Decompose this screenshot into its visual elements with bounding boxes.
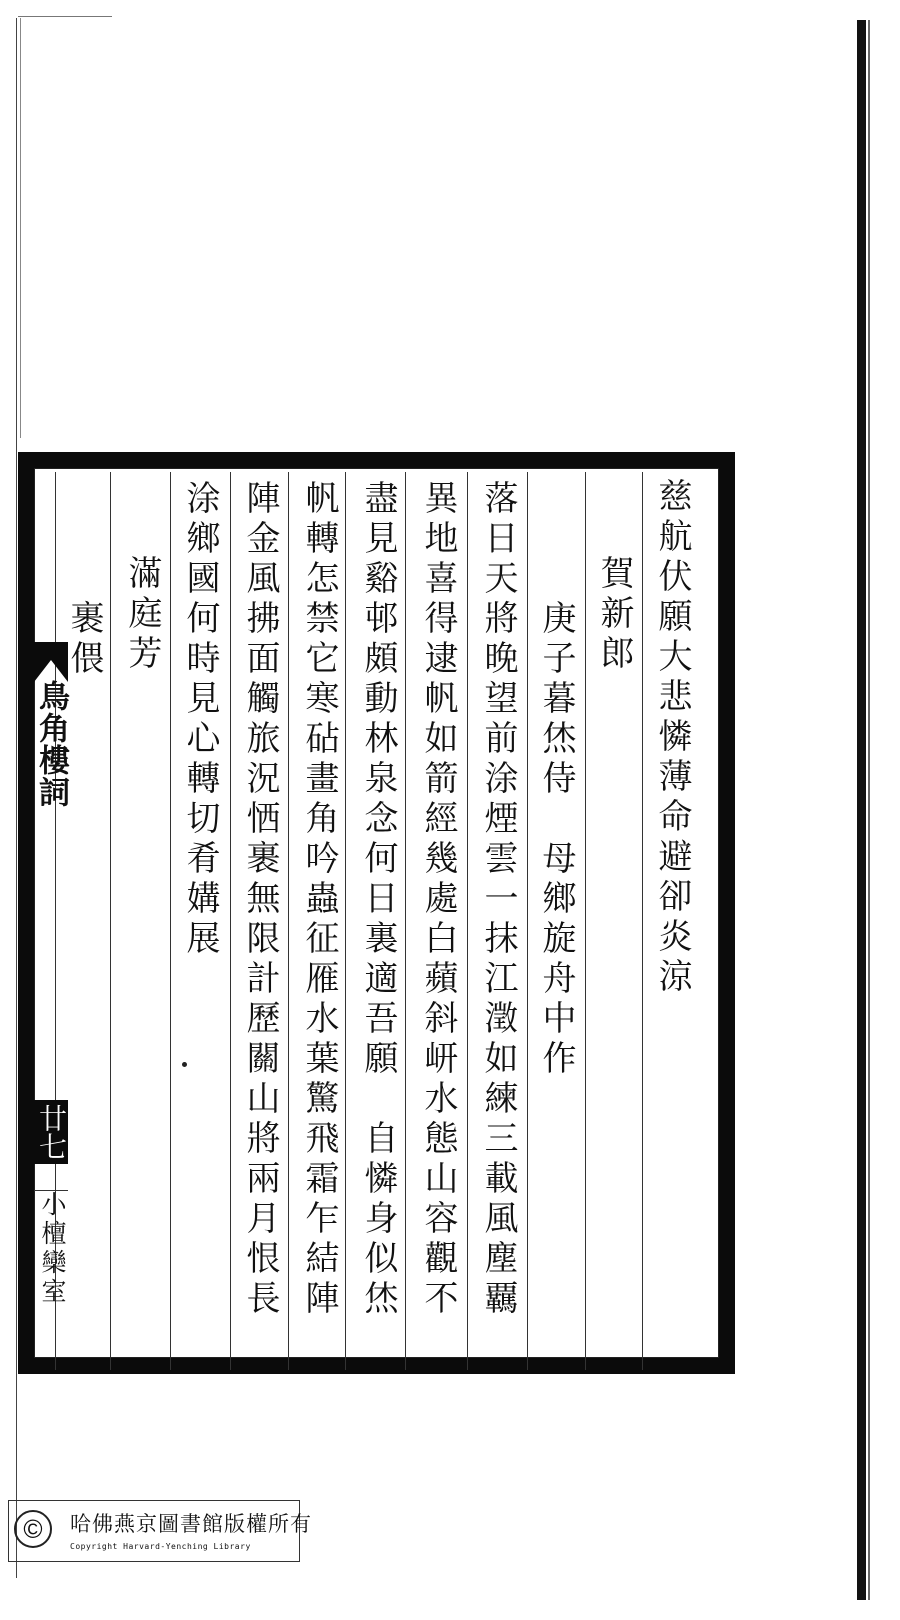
page-edge-left-inner bbox=[20, 18, 21, 438]
column-rule bbox=[230, 472, 231, 1370]
copyright-text-chinese: 哈佛燕京圖書館版權所有 bbox=[70, 1512, 312, 1536]
copyright-icon: © bbox=[14, 1510, 52, 1548]
text-column-9: 涂鄉國何時見心轉切肴媾展 bbox=[180, 480, 220, 960]
text-column-4: 落日天將晚望前涂煙雲一抹江澂如練三載風塵覊 bbox=[478, 480, 518, 1320]
column-rule bbox=[467, 472, 468, 1370]
text-column-1: 慈航伏願大悲憐薄命避卻炎涼 bbox=[652, 478, 692, 998]
studio-name: 小檀欒室 bbox=[34, 1190, 68, 1366]
text-column-10-title: 滿庭芳 bbox=[122, 555, 162, 675]
page-edge-right bbox=[857, 20, 866, 1600]
text-column-7: 帆轉怎禁它寒砧畫角吟蟲征雁水葉驚飛霜乍結陣 bbox=[299, 480, 339, 1320]
page-edge-right-shadow bbox=[868, 20, 870, 1600]
text-column-8: 陣金風拂面觸旅況恓裹無限計歷關山將兩月恨長 bbox=[240, 480, 280, 1320]
page-edge-left bbox=[16, 18, 17, 1578]
page-top-rule bbox=[18, 16, 112, 17]
banxin-title: 鳥角樓詞 bbox=[33, 680, 69, 808]
column-rule bbox=[405, 472, 406, 1370]
column-rule bbox=[585, 472, 586, 1370]
text-column-3: 庚子暮烋侍 母鄉旋舟中作 bbox=[536, 600, 576, 1080]
text-column-6: 盡見谿邨頗動林泉念何日裏適吾願 自憐身似烋 bbox=[358, 480, 398, 1320]
column-rule bbox=[642, 472, 643, 1370]
text-column-2-title: 賀新郎 bbox=[594, 555, 634, 675]
column-rule bbox=[110, 472, 111, 1370]
punctuation-dot bbox=[182, 1062, 187, 1067]
column-rule bbox=[527, 472, 528, 1370]
copyright-text-english: Copyright Harvard-Yenching Library bbox=[70, 1542, 251, 1551]
column-rule bbox=[170, 472, 171, 1370]
text-column-11: 裹偎 bbox=[64, 600, 104, 680]
folio-number: 廿七 bbox=[35, 1104, 68, 1160]
text-column-5: 異地喜得逮帆如箭經幾處白蘋斜岍水態山容觀不 bbox=[418, 480, 458, 1320]
column-rule bbox=[345, 472, 346, 1370]
column-rule bbox=[288, 472, 289, 1370]
